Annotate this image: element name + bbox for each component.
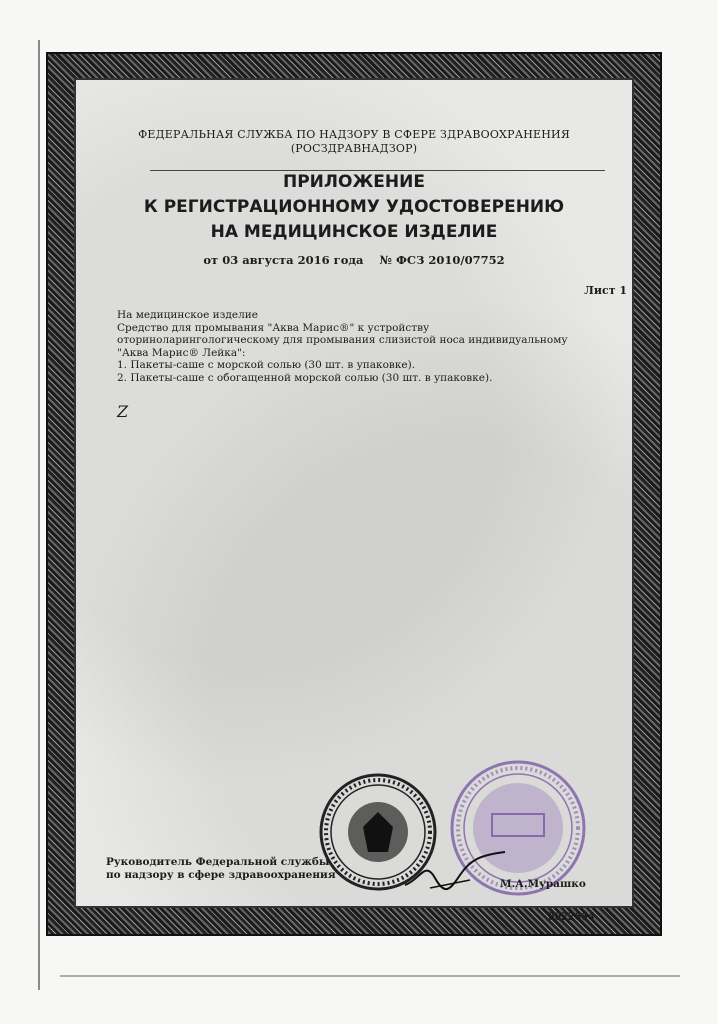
serial-number: 0022664: [548, 910, 595, 923]
body-line-3: "Аква Марис® Лейка":: [117, 346, 246, 359]
dateline: [76, 253, 632, 267]
scan-edge-bottom: [60, 975, 680, 977]
signatory-title-line-2: по надзору в сфере здравоохранения: [106, 869, 336, 881]
body-item-1: 1. Пакеты-саше с морской солью (30 шт. в упаковке).: [117, 359, 416, 371]
title-line-2: К РЕГИСТРАЦИОННОМУ УДОСТОВЕРЕНИЮ: [143, 197, 565, 217]
scan-edge-left: [38, 40, 40, 990]
agency-header: [76, 128, 632, 156]
title-line-3: НА МЕДИЦИНСКОЕ ИЗДЕЛИЕ: [210, 222, 498, 242]
signature: [400, 850, 510, 900]
signatory-title: [106, 856, 336, 882]
signatory-name: М.А.Мурашко: [500, 878, 586, 890]
document-body: [117, 309, 597, 384]
body-line-2: оториноларингологическому для промывания слизистой носа индивидуальному: [117, 334, 568, 346]
agency-short-name: (РОСЗДРАВНАДЗОР): [290, 142, 418, 155]
registration-number: № ФСЗ 2010/07752: [379, 253, 505, 267]
handwritten-mark: Z: [117, 402, 129, 421]
title-line-1: ПРИЛОЖЕНИЕ: [283, 172, 425, 192]
signatory-title-line-1: Руководитель Федеральной службы: [106, 856, 330, 868]
sheet-number: Лист 1: [584, 284, 627, 297]
body-intro: На медицинское изделие: [117, 309, 258, 321]
issue-date: от 03 августа 2016 года: [203, 253, 364, 267]
document-title: [76, 170, 632, 245]
agency-name: ФЕДЕРАЛЬНАЯ СЛУЖБА ПО НАДЗОРУ В СФЕРЕ ЗДРАВООХРАНЕНИЯ: [138, 128, 570, 141]
body-line-1: Средство для промывания "Аква Марис®" к устройству: [117, 321, 430, 334]
body-item-2: 2. Пакеты-саше с обогащенной морской солью (30 шт. в упаковке).: [117, 371, 493, 384]
